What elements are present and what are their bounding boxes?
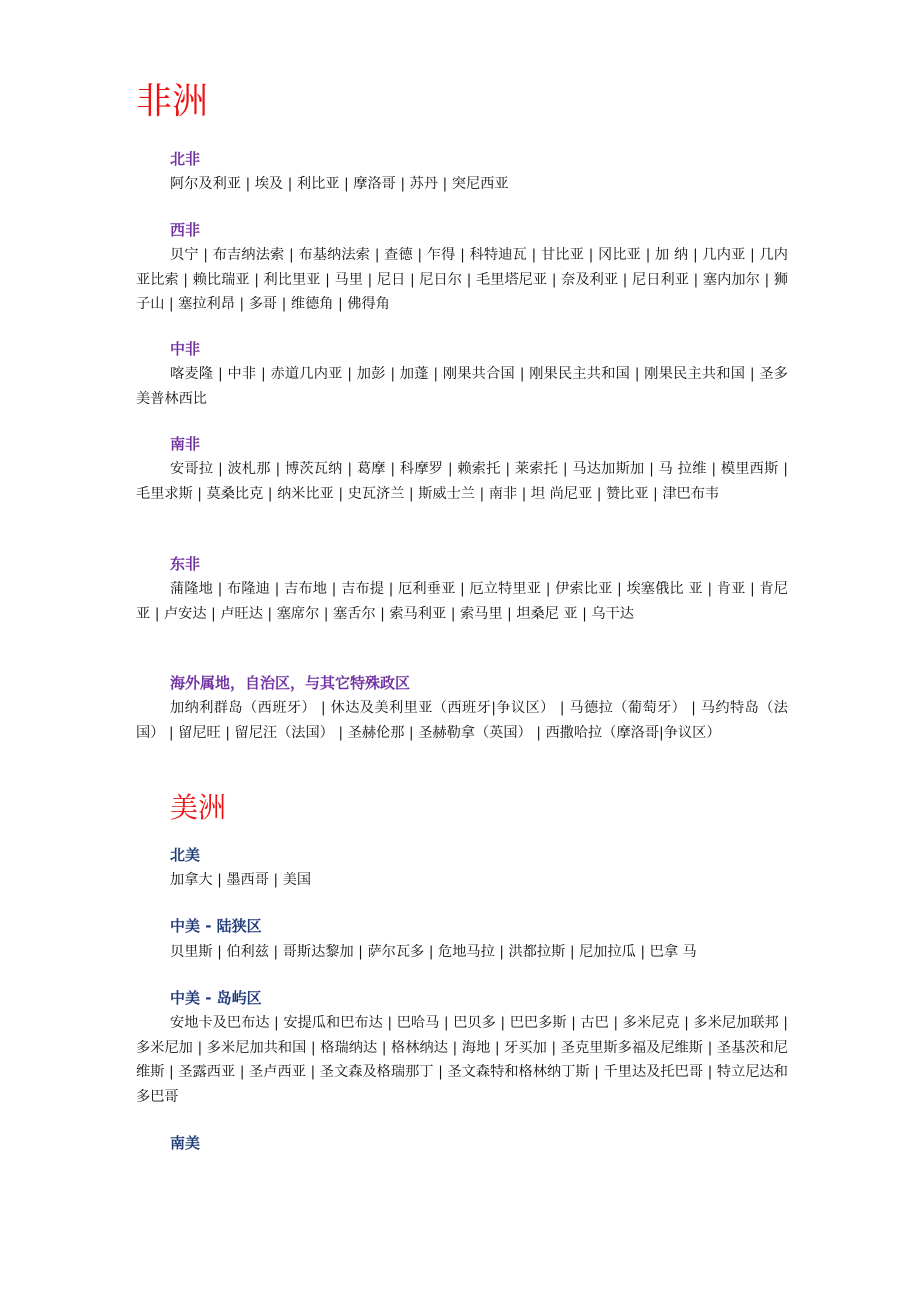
section-title-central-africa: 中非 (170, 340, 201, 358)
section-text-west-africa: 贝宁 | 布吉纳法索 | 布基纳法索 | 查德 | 乍得 | 科特迪瓦 | 甘比亚 | 冈比亚 | 加 纳 | 几内亚 | 几内亚比索 | 赖比瑞亚 | 利比里亚 | 马里 | 尼日 | 尼日尔 | 毛里塔尼亚 | 奈及利亚 | 尼日利亚 | 塞内加尔 | 狮子山 | 塞拉利昂 | 多哥 | 维德角 | 佛得角 (136, 247, 788, 312)
section-title-central-america-islands: 中美 - 岛屿区 (170, 989, 262, 1007)
heading-americas: 美洲 (170, 791, 227, 824)
section-text-southern-africa: 安哥拉 | 波札那 | 博茨瓦纳 | 葛摩 | 科摩罗 | 赖索托 | 莱索托 | 马达加斯加 | 马 拉维 | 模里西斯 | 毛里求斯 | 莫桑比克 | 纳米比亚 | 史瓦济兰 | 斯威士兰 | 南非 | 坦 尚尼亚 | 赞比亚 | 津巴布韦 (136, 461, 788, 502)
section-title-southern-africa: 南非 (170, 435, 201, 453)
section-title-south-america: 南美 (170, 1134, 201, 1152)
section-text-north-africa: 阿尔及利亚 | 埃及 | 利比亚 | 摩洛哥 | 苏丹 | 突尼西亚 (170, 176, 509, 192)
section-title-north-africa: 北非 (170, 150, 201, 168)
section-title-north-america: 北美 (170, 846, 201, 864)
section-title-east-africa: 东非 (170, 555, 201, 573)
section-title-west-africa: 西非 (170, 221, 201, 239)
section-text-east-africa: 蒲隆地 | 布隆迪 | 吉布地 | 吉布提 | 厄利垂亚 | 厄立特里亚 | 伊索比亚 | 埃塞俄比 亚 | 肯亚 | 肯尼亚 | 卢安达 | 卢旺达 | 塞席尔 | 塞舌尔 | 索马利亚 | 索马里 | 坦桑尼 亚 | 乌干达 (136, 581, 788, 622)
section-text-overseas-territories: 加纳利群岛（西班牙） | 休达及美利里亚（西班牙|争议区） | 马德拉（葡萄牙） | 马约特岛（法 国） | 留尼旺 | 留尼汪（法国） | 圣赫伦那 | 圣赫勒拿（英国） | 西撒哈拉（摩洛哥|争议区） (136, 700, 788, 741)
section-title-overseas-territories: 海外属地，自治区，与其它特殊政区 (170, 674, 411, 692)
heading-africa: 非洲 (136, 81, 209, 122)
section-text-central-america-islands: 安地卡及巴布达 | 安提瓜和巴布达 | 巴哈马 | 巴贝多 | 巴巴多斯 | 古巴 | 多米尼克 | 多米尼加联邦 | 多米尼加 | 多米尼加共和国 | 格瑞纳达 | 格林纳达 | 海地 | 牙买加 | 圣克里斯多福及尼维斯 | 圣基茨和尼维斯 | 圣露西亚 | 圣卢西亚 | 圣文森及格瑞那丁 | 圣文森特和格林纳丁斯 | 千里达及托巴哥 | 特立尼达和多巴哥 (136, 1015, 788, 1105)
section-text-north-america: 加拿大 | 墨西哥 | 美国 (170, 872, 312, 888)
section-title-central-america-isthmus: 中美 - 陆狭区 (170, 917, 262, 935)
section-text-central-america-isthmus: 贝里斯 | 伯利兹 | 哥斯达黎加 | 萨尔瓦多 | 危地马拉 | 洪都拉斯 | 尼加拉瓜 | 巴拿 马 (170, 944, 697, 960)
section-text-central-africa: 喀麦隆 | 中非 | 赤道几内亚 | 加彭 | 加蓬 | 刚果共合国 | 刚果民主共和国 | 刚果民主共和国 | 圣多美普林西比 (136, 366, 788, 407)
